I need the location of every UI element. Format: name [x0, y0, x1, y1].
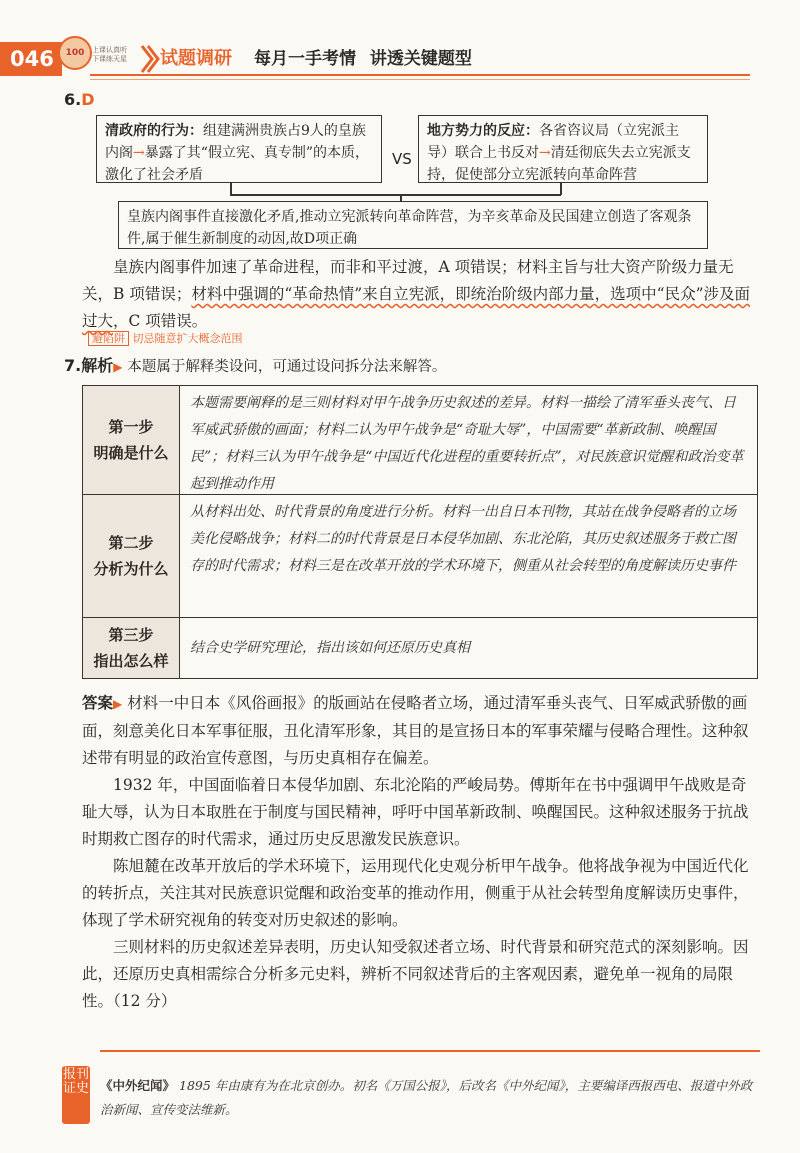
vs-label: VS — [392, 150, 412, 168]
step-body: 从材料出处、时代背景的角度进行分析。材料一出自日本刊物，其站在战争侵略者的立场美化侵略战争；材料二的时代背景是日本侵华加剧、东北沦陷，其历史叙述服务于救亡图存的时代需求；材料三是在改革开放的学术环境下，侧重从社会转型的角度解读历史事件 — [190, 504, 736, 574]
answer-paragraph: 三则材料的历史叙述差异表明，历史认知受叙述者立场、时代背景和研究范式的深刻影响。因此，还原历史真相需综合分析多元史料，辨析不同叙述背后的主客观因素，避免单一视角的局限性。（12 分） — [82, 938, 749, 1010]
step-head: 第三步 指出怎么样 — [83, 618, 180, 678]
steps-table — [82, 385, 758, 679]
chevron-right-icon — [140, 42, 160, 76]
step-body: 本题需要阐释的是三则材料对甲午战争历史叙述的差异。材料一描绘了清军垂头丧气、日军威武骄傲的画面；材料二认为甲午战争是“奇耻大辱”，中国需要“革新政制、唤醒国民”；材料三认为甲午战争是“中国近代化进程的重要转折点”，对民族意识觉醒和政治变革起到推动作用 — [190, 395, 744, 492]
mascot-icon: 100 — [58, 36, 92, 70]
page-header — [0, 34, 800, 78]
header-rule-thin — [90, 79, 750, 80]
trap-tip: 避陷阱 切忌随意扩大概念范围 — [88, 330, 243, 346]
table-row — [83, 495, 757, 618]
q6-explanation: 皇族内阁事件加速了革命进程，而非和平过渡，A 项错误；材料主旨与壮大资产阶级力量无关，B 项错误；材料中强调的“革命热情”来自立宪派，即统治阶级内部力量，选项中“民众”涉及面过大，C 项错误。 — [82, 258, 751, 330]
q7-label: 解析 — [81, 356, 114, 375]
slogan: 上课认真听 下课练天星 — [92, 46, 127, 63]
answer-label: 答案 — [82, 694, 114, 712]
q6-heading: 6.D — [64, 90, 95, 109]
answer-section: 答案▶ 材料一中日本《风俗画报》的版画站在侵略者立场，通过清军垂头丧气、日军威武骄傲的画面，刻意美化日本军事征服，丑化清军形象，其目的是宣扬日本的军事荣耀与侵略合理性。这种叙述带有明显的政治宣传意图，与历史真相存在偏差。 1932 年，中国面临着日本侵华加剧、东北沦陷的严峻局势。傅斯年在书中强调甲午战败是奇耻大辱，认为日本取胜在于制度与国民精神，呼吁中国革新政制、唤醒国民。这种叙述服务于抗战时期救亡图存的时代需求，通过历史反思激发民族意识。 陈旭麓在改革开放后的学术环境下，运用现代化史观分析甲午战争。他将战争视为中国近代化的转折点，关注其对民族意识觉醒和政治变革的推动作用，侧重于从社会转型角度解读历史事件，体现了学术研究视角的转变对历史叙述的影响。 三则材料的历史叙述差异表明，历史认知受叙述者立场、时代背景和研究范式的深刻影响。因此，还原历史真相需综合分析多元史料，辨析不同叙述背后的主客观因素，避免单一视角的局限性。（12 分） — [82, 690, 758, 1015]
q7-heading: 7.解析▶ 本题属于解释类设问，可通过设问拆分法来解答。 — [64, 356, 447, 375]
step-head: 第一步 明确是什么 — [83, 386, 180, 494]
header-rule — [90, 74, 750, 76]
diagram-left-box: 清政府的行为：组建满洲贵族占9人的皇族内阁→暴露了其“假立宪、真专制”的本质，激化了社会矛盾 — [96, 115, 382, 183]
q6-highlight: 材料中强调的“革命热情”来自立宪派，即统治阶级内部力量，选项中“民众”涉及面过大 — [82, 285, 751, 330]
footer-note: 《中外纪闻》 1895 年由康有为在北京创办。初名《万国公报》，后改名《中外纪闻》，主要编译西报西电、报道中外政治新闻、宣传变法维新。 — [100, 1078, 753, 1117]
arrow-right-icon: → — [539, 145, 551, 161]
footer-title: 《中外纪闻》 — [100, 1078, 176, 1093]
q6-answer: D — [81, 90, 95, 109]
triangle-right-icon: ▶ — [113, 360, 123, 374]
answer-paragraph: 1932 年，中国面临着日本侵华加剧、东北沦陷的严峻局势。傅斯年在书中强调甲午战败是奇耻大辱，认为日本取胜在于制度与国民精神，呼吁中国革新政制、唤醒国民。这种叙述服务于抗战时期救亡图存的时代需求，通过历史反思激发民族意识。 — [82, 776, 749, 848]
step-body: 结合史学研究理论，指出该如何还原历史真相 — [190, 639, 470, 656]
diagram-bottom-box: 皇族内阁事件直接激化矛盾,推动立宪派转向革命阵营，为辛亥革命及民国建立创造了客观条件,属于催生新制度的动因,故D项正确 — [118, 201, 708, 249]
answer-paragraph: 陈旭麓在改革开放后的学术环境下，运用现代化史观分析甲午战争。他将战争视为中国近代化的转折点，关注其对民族意识觉醒和政治变革的推动作用，侧重于从社会转型角度解读历史事件，体现了学术研究视角的转变对历史叙述的影响。 — [82, 857, 749, 929]
step-head: 第二步 分析为什么 — [83, 495, 180, 617]
footer-rule — [100, 1050, 760, 1052]
triangle-right-icon: ▶ — [113, 697, 123, 711]
table-row — [83, 386, 757, 495]
connector-line — [230, 194, 561, 196]
section-title: 试题调研 — [160, 48, 232, 69]
table-row — [83, 618, 757, 678]
footer-tab: 报刊证史 — [62, 1066, 90, 1124]
page-number: 046 — [0, 42, 62, 76]
header-tagline: 每月一手考情 讲透关键题型 — [254, 49, 472, 69]
diagram-right-box: 地方势力的反应：各省咨议局（立宪派主导）联合上书反对→清廷彻底失去立宪派支持，促使部分立宪派转向革命阵营 — [418, 115, 708, 183]
trap-tag: 避陷阱 — [88, 331, 129, 346]
arrow-right-icon: → — [133, 145, 145, 161]
